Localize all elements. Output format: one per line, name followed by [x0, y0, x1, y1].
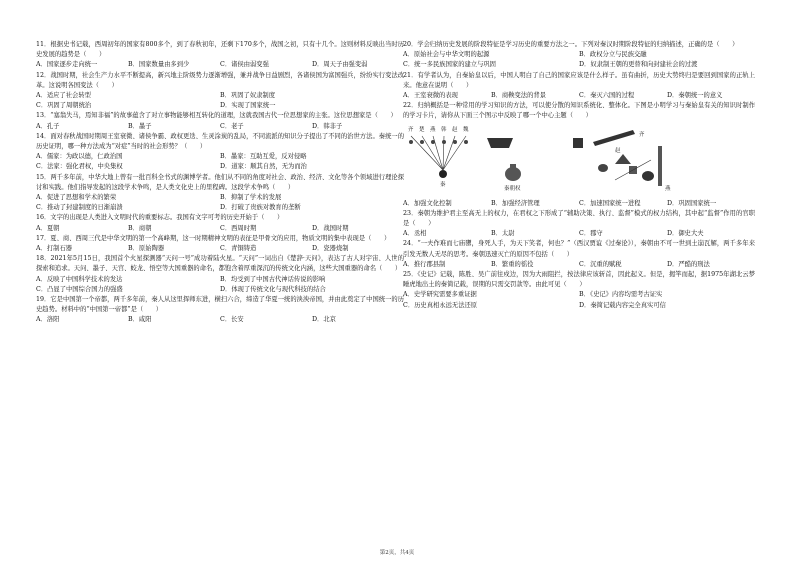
option-d[interactable]: D．奴隶制王朝的更替和向封建社会的过渡 [579, 61, 698, 69]
option-b[interactable]: B．《史记》内容均需考古证实 [579, 291, 663, 299]
answer-options [36, 315, 404, 325]
right-column-bottom [403, 209, 755, 311]
option-c[interactable]: C．老子 [220, 122, 244, 130]
option-b[interactable]: B．商朝 [128, 224, 152, 232]
option-a[interactable]: A．促进了思想和学术的繁荣 [36, 194, 117, 202]
qin-label: 秦 [440, 181, 446, 188]
option-d[interactable]: D．瓷器烧制 [312, 245, 349, 253]
quan-label: 秦朝权 [504, 185, 521, 192]
question [36, 295, 404, 326]
option-a[interactable]: A．孔子 [36, 122, 60, 130]
question-stem: 16．文字的出现是人类进入文明时代的重要标志。我国有文字可考的历史开始于（ ） [36, 214, 284, 222]
answer-options [36, 224, 404, 234]
option-c[interactable]: C．沉重的赋税 [579, 260, 622, 268]
option-b[interactable]: B．均受到了中国古代神话传说的影响 [220, 275, 326, 283]
state-label: 赵 [452, 126, 458, 133]
question-22 [403, 101, 755, 209]
option-c[interactable]: C．西周时期 [220, 224, 257, 232]
option-a[interactable]: A．史学研究需要多重证据 [403, 291, 477, 299]
answer-options [403, 91, 755, 101]
answer-options [36, 244, 404, 254]
question-stem: 22．归纳概括是一种常用的学习知识的方法，可以使分散的知识系统化、整体化。下图是小明学习与秦始皇有关的知识时制作的学习卡片，请你从下面三个图示中反映了哪一个中心主题（ ） [403, 102, 755, 120]
option-b[interactable]: B．国家数量由多到少 [128, 61, 190, 69]
answer-options [403, 50, 755, 70]
option-b[interactable]: B．墨家：互助互爱，反对侵略 [220, 153, 307, 161]
option-d[interactable]: D．道家：顺其自然，无为而治 [220, 163, 307, 171]
answer-options [403, 199, 755, 209]
question [403, 239, 755, 270]
question-stem: 23．秦朝为维护君主至高无上的权力，在君权之下形成了“辅助决策、执行、监督”模式的权力结构，其中起“监督”作用的官职是（ ） [403, 209, 755, 228]
state-label: 齐 [408, 126, 414, 133]
option-a[interactable]: A．原始社会与中华文明的起源 [403, 51, 490, 59]
option-a[interactable]: A．丞相 [403, 230, 427, 238]
question [36, 234, 404, 254]
option-d[interactable]: D．实现了国家统一 [220, 102, 276, 110]
answer-options [36, 193, 404, 213]
answer-options [36, 122, 404, 132]
weight-diagram [487, 138, 521, 181]
question-stem: 20．学会归纳历史发展的阶段特征是学习历史的重要方法之一。下列对秦汉时期阶段特征的归纳描述，正确的是（ ） [403, 41, 739, 48]
option-d[interactable]: D．战国时期 [312, 224, 349, 232]
right-column-top [403, 40, 755, 101]
unification-diagram [409, 136, 468, 178]
option-b[interactable]: B．墨子 [128, 122, 152, 130]
question [36, 111, 404, 131]
answer-options [36, 152, 404, 172]
option-a[interactable]: A．洛阳 [36, 316, 60, 324]
option-c[interactable]: C．长安 [220, 316, 244, 324]
option-b[interactable]: B．咸阳 [128, 316, 152, 324]
option-c[interactable]: C．法家：强化君权，中央集权 [36, 163, 123, 171]
option-d[interactable]: D．秦简记载内容完全真实可信 [579, 301, 666, 309]
option-a[interactable]: A．国家逐步走向统一 [36, 61, 98, 69]
answer-options [36, 275, 404, 295]
option-c[interactable]: C．郡守 [579, 230, 603, 238]
answer-options [403, 290, 755, 310]
option-d[interactable]: D．周天子由强变弱 [312, 61, 368, 69]
page-footer: 第2页，共4页 [379, 550, 415, 556]
option-b[interactable]: B．繁重的徭役 [491, 260, 534, 268]
option-c[interactable]: C．历史真相永远无法还原 [403, 301, 478, 309]
option-b[interactable]: B．加强经济管理 [491, 199, 540, 207]
option-d[interactable]: D．御史大夫 [667, 230, 704, 238]
option-c[interactable]: C．推动了封建制度的日渐崩溃 [36, 204, 123, 212]
option-b[interactable]: B．巩固了奴隶制度 [220, 92, 276, 100]
question-stem: 14．面对春秋战国时期周王室衰微、诸侯争霸、政权更迭、生灵涂炭的乱局，不同流派的知识分子提出了不同的治世方法。秦统一的历史证明，哪一种方法成为“对症”当时的社会形势？（ ） [36, 132, 404, 151]
question [36, 254, 404, 295]
option-a[interactable]: A．加强文化控制 [403, 199, 452, 207]
question-stem: 25．《史记》记载，陈胜、吴广前往戍边，因为大雨阻拦，按法律应该斩首，因此起义。但是，揭竿而起，据1975年湖北云梦睡虎地出土的秦简记载，误期的只需交罚款等。由此可见（ ） [403, 271, 755, 289]
option-a[interactable]: A．王室衰微的表现 [403, 92, 458, 100]
right-bottom-label: 燕 [665, 185, 671, 192]
state-label: 楚 [419, 126, 425, 133]
currency-diagram [573, 130, 662, 186]
question-stem: 13．“塞翁失马，焉知非福”的故事蕴含了对立事物能够相互转化的道理，这就我国古代一位思想家的主张。这位思想家是（ ） [36, 112, 397, 120]
question [36, 40, 404, 71]
question [403, 209, 755, 240]
option-a[interactable]: A．反映了中国科学技术的发达 [36, 275, 123, 283]
option-b[interactable]: B．抑制了学术的发展 [220, 194, 282, 202]
question [403, 40, 755, 71]
option-a[interactable]: A．儒家：为政以德，仁政治国 [36, 153, 123, 161]
right-mid-label: 赵 [615, 147, 621, 154]
question-stem: 11．根据史书记载，西周初年的国家有800多个，到了春秋初年，还剩下170多个，战国之初，只有十几个。这则材料反映出当时历史发展的趋势是（ ） [36, 41, 404, 59]
option-b[interactable]: B．商鞅变法的背景 [491, 92, 547, 100]
option-d[interactable]: D．体现了传统文化与现代科技的结合 [220, 285, 326, 293]
option-c[interactable]: C．秦灭六国的过程 [579, 92, 635, 100]
answer-options [403, 260, 755, 270]
answer-options [36, 91, 404, 111]
option-c[interactable]: C．凸显了中国综合国力的强盛 [36, 285, 123, 293]
question-stem: 24．“一夫作难而七庙隳，身死人手，为天下笑者，何也？”（西汉贾谊《过秦论》），秦朝由不可一世到土崩瓦解，两千多年来引发无数人无尽的思考。秦朝迅速灭亡的原因不包括（ ） [403, 240, 755, 258]
question [403, 71, 755, 102]
option-b[interactable]: B．原始陶器 [128, 245, 165, 253]
question [36, 173, 404, 214]
option-b[interactable]: B．政权分立与民族交融 [579, 51, 647, 59]
option-c[interactable]: C．加速国家统一进程 [579, 199, 641, 207]
question-stem: 15．两千多年前，中华大地上曾有一批百科全书式的渊博学者。他们从不同的角度对社会、政治、经济、文化等各个领域进行理论探讨和实践。他们指导发起的这段学术争鸣，是人类文化史上的里程碑。这段学术争鸣（ ） [36, 173, 404, 191]
question-stem: 19．它是中国第一个帝都，两千多年前，秦人从这里挥师东进，横扫六合，缔造了华夏一统的泱泱帝国，并由此奠定了中国统一的历史趋势。材料中的“中国第一帝都”是（ ） [36, 296, 404, 314]
study-card-figure [403, 124, 755, 196]
option-c[interactable]: C．青铜铸造 [220, 245, 257, 253]
option-a[interactable]: A．推行郡县制 [403, 260, 446, 268]
option-a[interactable]: A．打制石器 [36, 245, 73, 253]
question-stem: 21．有学者认为，自秦始皇以后，中国人明白了自己的国家应该是什么样子。虽有曲折，历史大势终归是要回到国家的正轨上来。他意在说明（ ） [403, 71, 755, 89]
option-b[interactable]: B．太尉 [491, 230, 515, 238]
option-c[interactable]: C．巩固了周朝统治 [36, 102, 92, 110]
question-stem: 17．夏、商、西周三代是中华文明的第一个高峰期，这一时期精神文明的表征是甲骨文的应用，物质文明的集中表现是（ ） [36, 234, 391, 242]
option-d[interactable]: D．巩固国家统一 [667, 199, 717, 207]
answer-options [36, 60, 404, 70]
option-c[interactable]: C．统一多民族国家的建立与巩固 [403, 61, 496, 69]
option-d[interactable]: D．北京 [312, 316, 336, 324]
question-stem: 12．战国时期，社会生产力水平不断提高，新兴地主阶级势力逐渐增强，兼并战争日益剧烈，各诸侯国为富国强兵，纷纷实行变法改革。这说明各国变法（ ） [36, 71, 404, 89]
option-c[interactable]: C．诸侯由弱变强 [220, 61, 269, 69]
option-d[interactable]: D．秦朝统一的意义 [667, 92, 723, 100]
question [36, 213, 404, 233]
state-label: 韩 [441, 126, 447, 133]
option-d[interactable]: D．打破了贵族对教育的垄断 [220, 204, 301, 212]
option-a[interactable]: A．适应了社会转型 [36, 92, 91, 100]
option-d[interactable]: D．严酷的刑法 [667, 260, 710, 268]
right-top-label: 齐 [639, 131, 645, 138]
state-label: 燕 [430, 126, 436, 133]
question [403, 270, 755, 311]
option-a[interactable]: A．夏朝 [36, 224, 60, 232]
question-stem: 18．2021年5月15日，我国首个火星探测器“天问一号”成功着陆火星。“天问”一词出自《楚辞·天问》，表达了古人对宇宙、人世的探索和追求。天问、墨子、天宫、蛟龙、悟空等大国重器的命名，都饱含着厚重深沉的传统文化内涵，这些大国重器的命名（ ） [36, 255, 404, 273]
left-column [36, 40, 404, 326]
right-column [403, 40, 755, 311]
question [36, 71, 404, 112]
answer-options [403, 229, 755, 239]
question [36, 132, 404, 173]
state-label: 魏 [463, 126, 469, 133]
option-d[interactable]: D．韩非子 [312, 122, 343, 130]
